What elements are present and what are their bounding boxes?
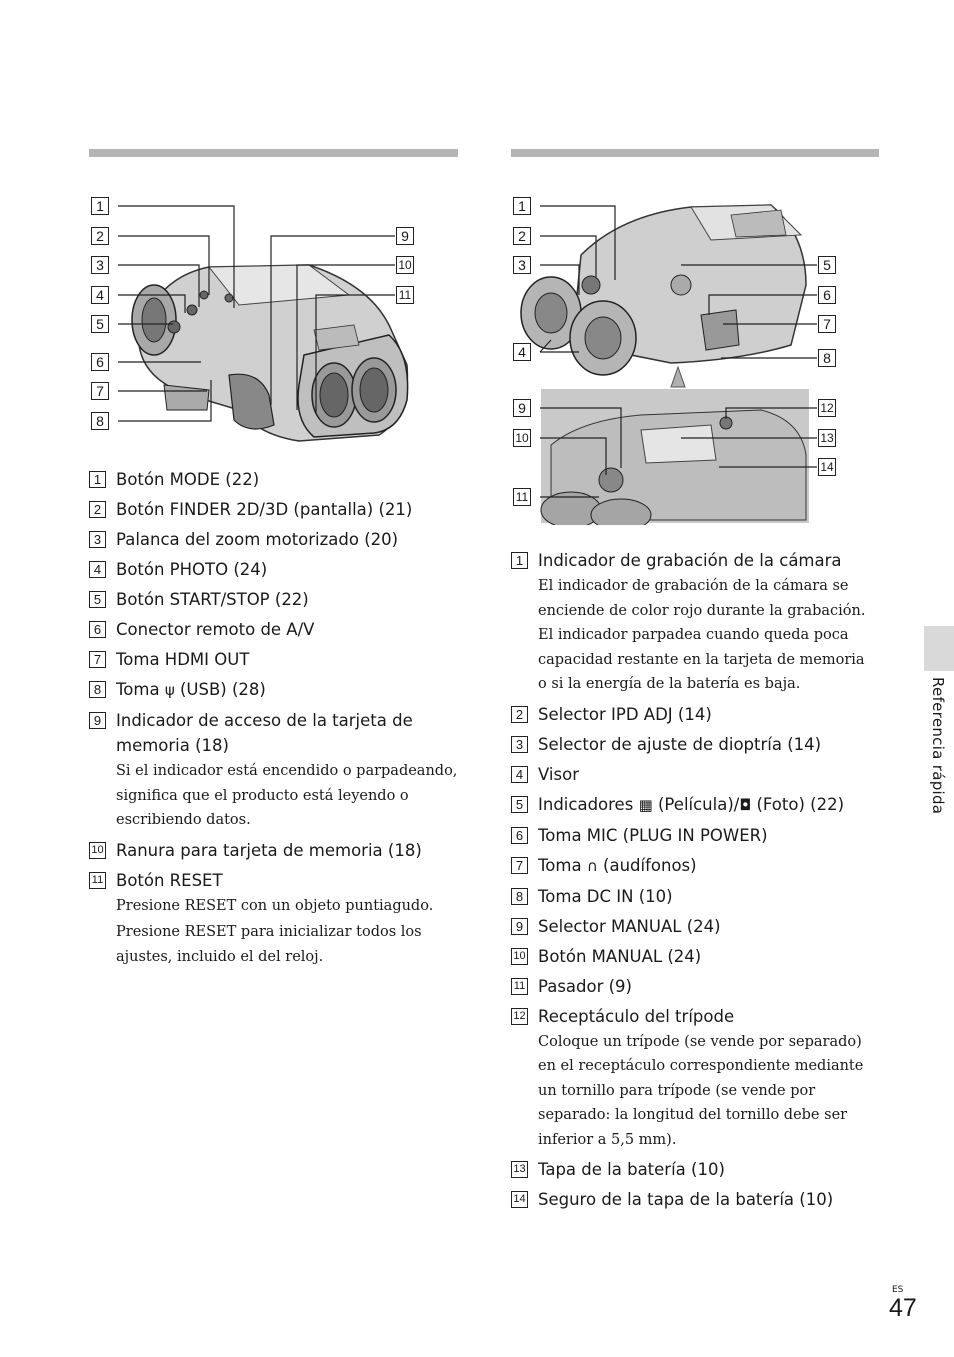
item-number: 3 [89, 531, 106, 548]
left-callout-2: 2 [91, 227, 109, 245]
item-label: Toma DC IN (10) [538, 886, 673, 906]
left-callout-1: 1 [91, 197, 109, 215]
item-label: Indicador de grabación de la cámara [538, 551, 842, 570]
list-item [511, 914, 873, 939]
list-item [511, 884, 873, 909]
description-paragraph: Presione RESET con un objeto puntiagudo. [116, 897, 434, 914]
item-number: 4 [89, 561, 106, 578]
item-label: Botón MANUAL (24) [538, 946, 702, 966]
item-label: Toma [538, 855, 582, 875]
item-label: Visor [538, 764, 579, 784]
left-callout-10: 10 [396, 256, 414, 274]
list-item [511, 1187, 873, 1212]
item-label: Botón RESET [116, 870, 223, 890]
item-number: 10 [511, 948, 528, 965]
item-number: 5 [511, 796, 528, 813]
item-number: 8 [511, 888, 528, 905]
list-item [511, 762, 873, 787]
list-item [511, 548, 873, 697]
right-callout-4: 4 [513, 343, 531, 361]
item-label: Selector MANUAL (24) [538, 916, 721, 936]
item-number: 2 [89, 501, 106, 518]
item-number: 8 [89, 681, 106, 698]
right-callout-6: 6 [818, 286, 836, 304]
right-section-bar [511, 149, 879, 157]
item-label: Seguro de la tapa de la batería (10) [538, 1190, 834, 1209]
item-label: Palanca del zoom motorizado (20) [116, 530, 399, 549]
item-label: Indicadores [538, 794, 634, 814]
item-label: Indicador de acceso de la tarjeta de memoria (18) [116, 711, 413, 755]
right-callout-9: 9 [513, 399, 531, 417]
list-item [89, 868, 459, 970]
list-item [511, 702, 873, 727]
list-item [89, 557, 459, 582]
item-label: Toma [116, 680, 160, 699]
left-callout-7: 7 [91, 382, 109, 400]
item-number: 1 [89, 471, 106, 488]
item-number: 3 [511, 736, 528, 753]
item-label: Botón FINDER 2D/3D (pantalla) (21) [116, 500, 413, 519]
list-item [89, 587, 459, 612]
item-description [538, 574, 873, 697]
item-label: Botón START/STOP (22) [116, 590, 309, 609]
left-callout-9: 9 [396, 227, 414, 245]
item-number: 2 [511, 706, 528, 723]
list-item [89, 467, 459, 492]
item-number: 11 [511, 978, 528, 995]
left-callout-5: 5 [91, 315, 109, 333]
list-item [89, 527, 459, 552]
right-callout-13: 13 [818, 429, 836, 447]
list-item [511, 732, 873, 757]
left-parts-list [89, 467, 459, 974]
right-callout-14: 14 [818, 458, 836, 476]
right-callout-7: 7 [818, 315, 836, 333]
right-callout-5: 5 [818, 256, 836, 274]
item-label: Selector de ajuste de dioptría (14) [538, 734, 822, 754]
right-callout-12: 12 [818, 399, 836, 417]
item-description [116, 759, 459, 833]
item-label: Toma MIC (PLUG IN POWER) [538, 825, 768, 845]
list-item [511, 1004, 873, 1153]
item-label-suffix: (Foto) (22) [751, 794, 845, 814]
section-label: Referencia rápida [929, 677, 947, 815]
description-paragraph: Coloque un trípode (se vende por separado) en el receptáculo correspondiente mediante un tornillo para trípode (se vende por separado: la longitud del tornillo debe ser inferior a 5,5 mm). [538, 1033, 864, 1148]
list-item [89, 708, 459, 833]
item-number: 14 [511, 1191, 528, 1208]
item-number: 6 [511, 827, 528, 844]
list-item [511, 1157, 873, 1182]
item-number: 10 [89, 842, 106, 859]
right-callout-11: 11 [513, 488, 531, 506]
item-number: 12 [511, 1008, 528, 1025]
list-item [511, 823, 873, 848]
item-label-suffix: (audífonos) [597, 855, 697, 875]
item-label: Botón MODE (22) [116, 470, 260, 489]
item-number: 9 [511, 918, 528, 935]
description-paragraph: El indicador de grabación de la cámara se enciende de color rojo durante la grabación. El indicador parpadea cuando queda poca capacidad restante en la tarjeta de memoria o si la energía de la batería es baja. [538, 578, 866, 692]
item-number: 13 [511, 1161, 528, 1178]
item-description [538, 1030, 873, 1153]
left-callout-11: 11 [396, 286, 414, 304]
item-label: Conector remoto de A/V [116, 620, 315, 639]
description-paragraph: Si el indicador está encendido o parpadeando, significa que el producto está leyendo o escribiendo datos. [116, 763, 458, 828]
item-number: 1 [511, 552, 528, 569]
item-number: 7 [89, 651, 106, 668]
camera-icon: ◘ [739, 795, 752, 814]
headphones-icon: ∩ [586, 856, 598, 875]
item-label: Receptáculo del trípode [538, 1006, 735, 1026]
left-section-bar [89, 149, 458, 157]
description-paragraph: Presione RESET para inicializar todos los ajustes, incluido el del reloj. [116, 924, 422, 965]
left-callout-6: 6 [91, 353, 109, 371]
list-item [89, 647, 459, 672]
list-item [511, 944, 873, 969]
list-item [511, 974, 873, 999]
movie-icon: ▦ [638, 795, 653, 814]
item-label: Pasador (9) [538, 976, 632, 996]
item-label-suffix: (USB) (28) [174, 680, 266, 699]
left-callout-8: 8 [91, 412, 109, 430]
item-number: 11 [89, 872, 106, 889]
right-parts-list [511, 548, 873, 1217]
right-callout-8: 8 [818, 349, 836, 367]
section-tab [924, 626, 954, 671]
list-item [89, 497, 459, 522]
item-label-mid: (Película)/ [652, 794, 740, 814]
right-callout-3: 3 [513, 256, 531, 274]
list-item [89, 677, 459, 703]
item-label: Tapa de la batería (10) [538, 1160, 725, 1179]
list-item [89, 838, 459, 863]
right-camera-figure [511, 195, 841, 525]
list-item [511, 853, 873, 879]
camera-front-illustration [89, 195, 419, 445]
camera-rear-illustration [511, 195, 841, 525]
right-callout-1: 1 [513, 197, 531, 215]
item-number: 4 [511, 766, 528, 783]
list-item [511, 792, 873, 818]
list-item [89, 617, 459, 642]
item-description [116, 894, 459, 970]
language-code: ES [892, 1285, 904, 1295]
left-callout-4: 4 [91, 286, 109, 304]
item-label: Ranura para tarjeta de memoria (18) [116, 840, 422, 860]
item-number: 6 [89, 621, 106, 638]
page-number: 47 [889, 1294, 917, 1322]
item-label: Selector IPD ADJ (14) [538, 704, 712, 724]
right-callout-10: 10 [513, 429, 531, 447]
item-label: Toma HDMI OUT [116, 650, 250, 669]
left-callout-3: 3 [91, 256, 109, 274]
right-callout-2: 2 [513, 227, 531, 245]
item-label: Botón PHOTO (24) [116, 560, 268, 579]
left-camera-figure [89, 195, 419, 445]
item-number: 7 [511, 857, 528, 874]
item-number: 5 [89, 591, 106, 608]
usb-icon: ψ [164, 681, 175, 699]
item-number: 9 [89, 712, 106, 729]
